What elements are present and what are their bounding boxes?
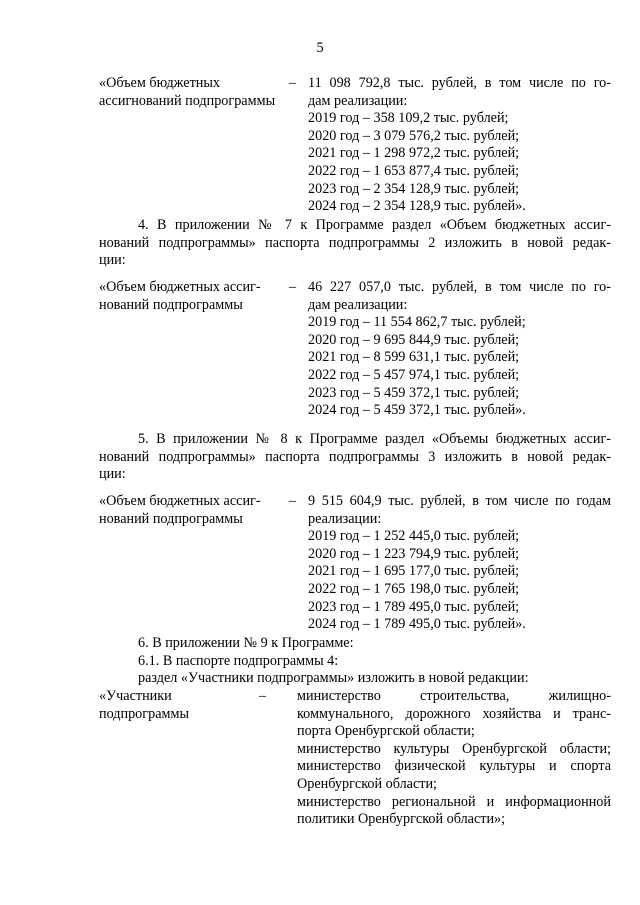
year-line: 2022 год – 1 765 198,0 тыс. рублей; bbox=[308, 580, 520, 597]
paragraph-line: ции: bbox=[99, 252, 126, 269]
participant-line: порта Оренбургской области; bbox=[297, 723, 475, 740]
paragraph-line: раздел «Участники подпрограммы» изложить в новой редакции: bbox=[138, 670, 529, 687]
block-row bbox=[99, 279, 611, 297]
year-line: 2021 год – 1 695 177,0 тыс. рублей; bbox=[308, 563, 520, 580]
year-line: 2020 год – 9 695 844,9 тыс. рублей; bbox=[308, 331, 520, 348]
block-label-line: «Объем бюджетных ассиг- bbox=[99, 493, 261, 509]
participant-line: коммунального, дорожного хозяйства и транс- bbox=[297, 705, 611, 722]
year-list bbox=[99, 314, 611, 420]
year-line: 2021 год – 8 599 631,1 тыс. рублей; bbox=[308, 349, 520, 366]
paragraph-line: нований подпрограммы» паспорта подпрограммы 3 изложить в новой редак- bbox=[99, 448, 611, 465]
paragraph-line: 4. В приложении № 7 к Программе раздел «Объем бюджетных ассиг- bbox=[138, 217, 611, 233]
year-line: 2021 год – 1 298 972,2 тыс. рублей; bbox=[308, 145, 520, 162]
budget-block-subprogram-3 bbox=[99, 493, 611, 634]
year-line: 2024 год – 1 789 495,0 тыс. рублей». bbox=[308, 616, 526, 633]
block-value-line: 9 515 604,9 тыс. рублей, в том числе по годам bbox=[308, 493, 611, 509]
paragraph-line: нований подпрограммы» паспорта подпрограммы 2 изложить в новой редак- bbox=[99, 234, 611, 251]
dash: – bbox=[289, 75, 297, 91]
year-line: 2019 год – 1 252 445,0 тыс. рублей; bbox=[308, 528, 520, 545]
participant-line: Оренбургской области; bbox=[297, 775, 437, 792]
year-line: 2019 год – 11 554 862,7 тыс. рублей; bbox=[308, 314, 526, 331]
participants-block bbox=[99, 688, 611, 829]
block-row bbox=[99, 93, 611, 111]
participant-line: министерство региональной и информационной bbox=[297, 793, 611, 810]
budget-block-subprogram-2 bbox=[99, 279, 611, 420]
block-row bbox=[99, 75, 611, 93]
block-label-line: «Объем бюджетных bbox=[99, 75, 221, 91]
participant-line: министерство культуры Оренбургской области; bbox=[297, 740, 611, 757]
paragraph-5 bbox=[99, 431, 611, 484]
block-row bbox=[99, 297, 611, 315]
block-label-line: нований подпрограммы bbox=[99, 510, 243, 527]
block-value-line: реализации: bbox=[308, 510, 382, 527]
participant-line: министерство строительства, жилищно- bbox=[297, 688, 611, 704]
block-label-line: подпрограммы bbox=[99, 705, 189, 722]
block-value-line: 11 098 792,8 тыс. рублей, в том числе по го- bbox=[308, 75, 611, 91]
year-line: 2022 год – 5 457 974,1 тыс. рублей; bbox=[308, 366, 520, 383]
year-line: 2023 год – 1 789 495,0 тыс. рублей; bbox=[308, 598, 520, 615]
paragraph-6 bbox=[99, 635, 611, 688]
participant-line: политики Оренбургской области»; bbox=[297, 811, 506, 828]
year-line: 2022 год – 1 653 877,4 тыс. рублей; bbox=[308, 162, 520, 179]
year-line: 2024 год – 5 459 372,1 тыс. рублей». bbox=[308, 402, 526, 419]
participants-list bbox=[297, 688, 611, 829]
year-line: 2020 год – 1 223 794,9 тыс. рублей; bbox=[308, 545, 520, 562]
budget-block-subprogram-1 bbox=[99, 75, 611, 216]
year-line: 2020 год – 3 079 576,2 тыс. рублей; bbox=[308, 127, 520, 144]
block-row bbox=[99, 493, 611, 511]
year-list bbox=[99, 110, 611, 216]
dash: – bbox=[259, 688, 267, 704]
dash: – bbox=[289, 279, 297, 295]
block-row bbox=[99, 511, 611, 529]
paragraph-line: ции: bbox=[99, 466, 126, 483]
participant-line: министерство физической культуры и спорта bbox=[297, 758, 611, 775]
block-label-line: «Объем бюджетных ассиг- bbox=[99, 279, 261, 295]
block-label-line: «Участники bbox=[99, 688, 172, 704]
page-number: 5 bbox=[316, 40, 324, 56]
block-label-line: ассигнований подпрограммы bbox=[99, 92, 276, 109]
year-line: 2023 год – 5 459 372,1 тыс. рублей; bbox=[308, 384, 520, 401]
block-value-line: дам реализации: bbox=[308, 296, 408, 313]
paragraph-line: 6. В приложении № 9 к Программе: bbox=[138, 635, 354, 651]
paragraph-line: 5. В приложении № 8 к Программе раздел «Объемы бюджетных ассиг- bbox=[138, 431, 611, 447]
block-value-line: дам реализации: bbox=[308, 92, 408, 109]
paragraph-line: 6.1. В паспорте подпрограммы 4: bbox=[138, 652, 339, 669]
paragraph-4 bbox=[99, 217, 611, 270]
year-line: 2023 год – 2 354 128,9 тыс. рублей; bbox=[308, 180, 520, 197]
year-list bbox=[99, 528, 611, 634]
year-line: 2024 год – 2 354 128,9 тыс. рублей». bbox=[308, 198, 526, 215]
block-label-line: нований подпрограммы bbox=[99, 296, 243, 313]
block-value-line: 46 227 057,0 тыс. рублей, в том числе по го- bbox=[308, 279, 611, 295]
participants-label bbox=[99, 688, 259, 829]
dash: – bbox=[289, 493, 297, 509]
year-line: 2019 год – 358 109,2 тыс. рублей; bbox=[308, 110, 509, 127]
